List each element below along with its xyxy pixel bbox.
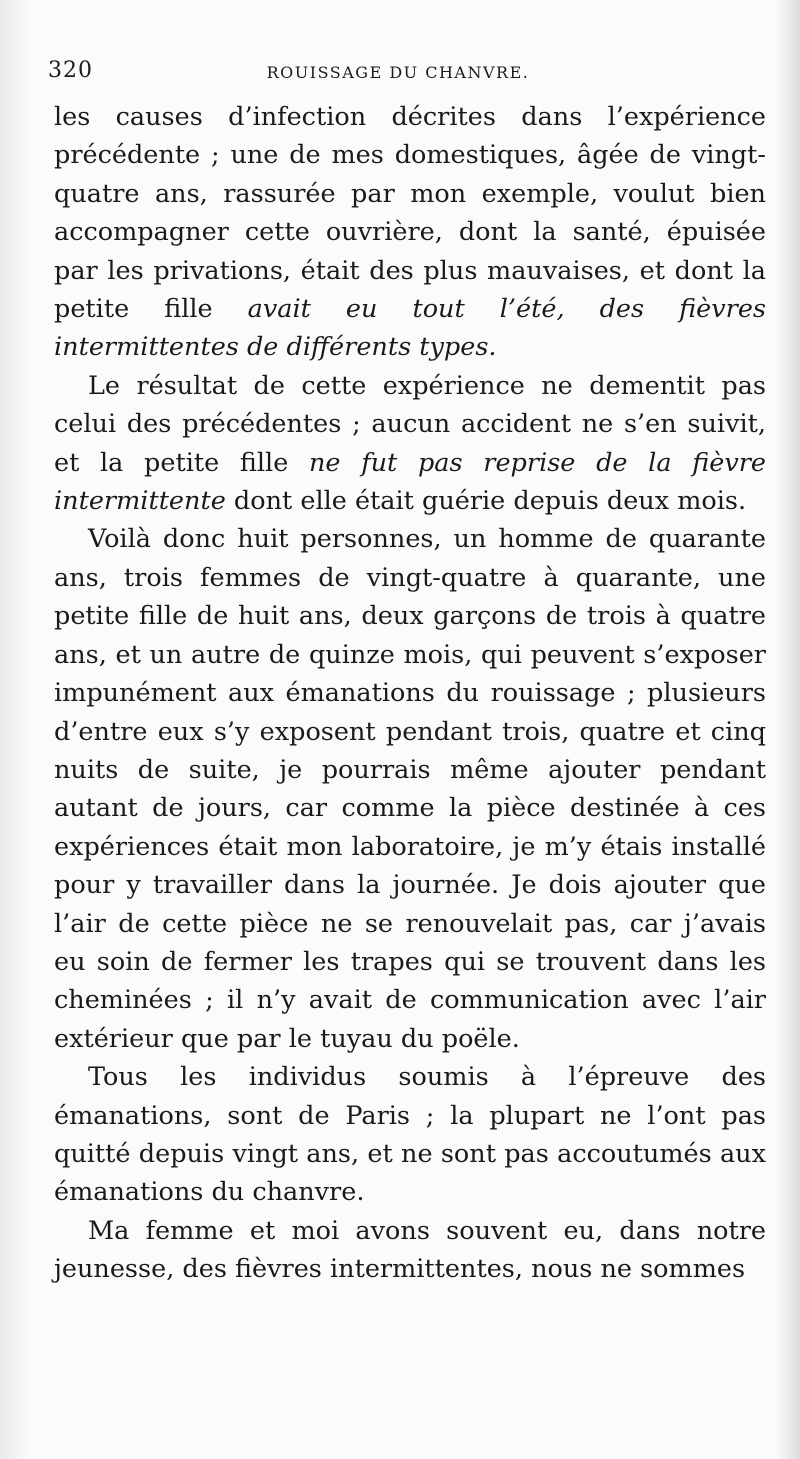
paragraph-2-text-a: Le résultat de cette expérience ne dementit pas celui des précédentes ; aucun accident ne s’en suivit, et la petite fille xyxy=(54,370,766,478)
paragraph-5: Ma femme et moi avons souvent eu, dans notre jeunesse, des fièvres intermittentes, nous ne sommes xyxy=(54,1215,766,1285)
paragraph-1 xyxy=(54,98,766,367)
paragraph-4: Tous les individus soumis à l’épreuve des émanations, sont de Paris ; la plupart ne l’ont pas quitté depuis vingt ans, et ne sont pas accoutumés aux émanations du chanvre. xyxy=(54,1062,766,1208)
paragraph-3: Voilà donc huit personnes, un homme de quarante ans, trois femmes de vingt-quatre à quarante, une petite fille de huit ans, deux garçons de trois à quatre ans, et un autre de quinze mois, qui peuvent s’exposer impunément aux émanations du rouissage ; plusieurs d’entre eux s’y exposent pendant trois, quatre et cinq nuits de suite, je pourrais même ajouter pendant autant de jours, car comme la pièce destinée à ces expériences était mon laboratoire, je m’y étais installé pour y travailler dans la journée. Je dois ajouter que l’air de cette pièce ne se renouvelait pas, car j’avais eu soin de fermer les trapes qui se trouvent dans les cheminées ; il n’y avait de communication avec l’air extérieur que par le tuyau du poële. xyxy=(54,524,766,1054)
paragraph-2-text-b: dont elle était guérie depuis deux mois. xyxy=(225,486,747,517)
page-left-shadow xyxy=(0,0,30,1459)
running-title: ROUISSAGE DU CHANVRE. xyxy=(266,63,530,82)
page-number: 320 xyxy=(48,58,93,83)
page-right-shadow xyxy=(776,0,800,1459)
paragraph-1-italic: avait eu tout l’été, des fièvres intermittentes de différents types. xyxy=(54,294,766,363)
paragraph-2 xyxy=(54,367,766,521)
paragraph-1-text-a: les causes d’infection décrites dans l’expérience précédente ; une de mes domestiques, âgée de vingt-quatre ans, rassurée par mon exemple, voulut bien accompagner cette ouvrière, dont la santé, épuisée par les privations, était des plus mauvaises, et dont la petite fille xyxy=(54,102,766,325)
paragraph-2-italic: ne fut pas reprise de la fièvre intermittente xyxy=(54,447,767,517)
body-text xyxy=(54,98,766,1289)
running-head xyxy=(48,58,748,88)
